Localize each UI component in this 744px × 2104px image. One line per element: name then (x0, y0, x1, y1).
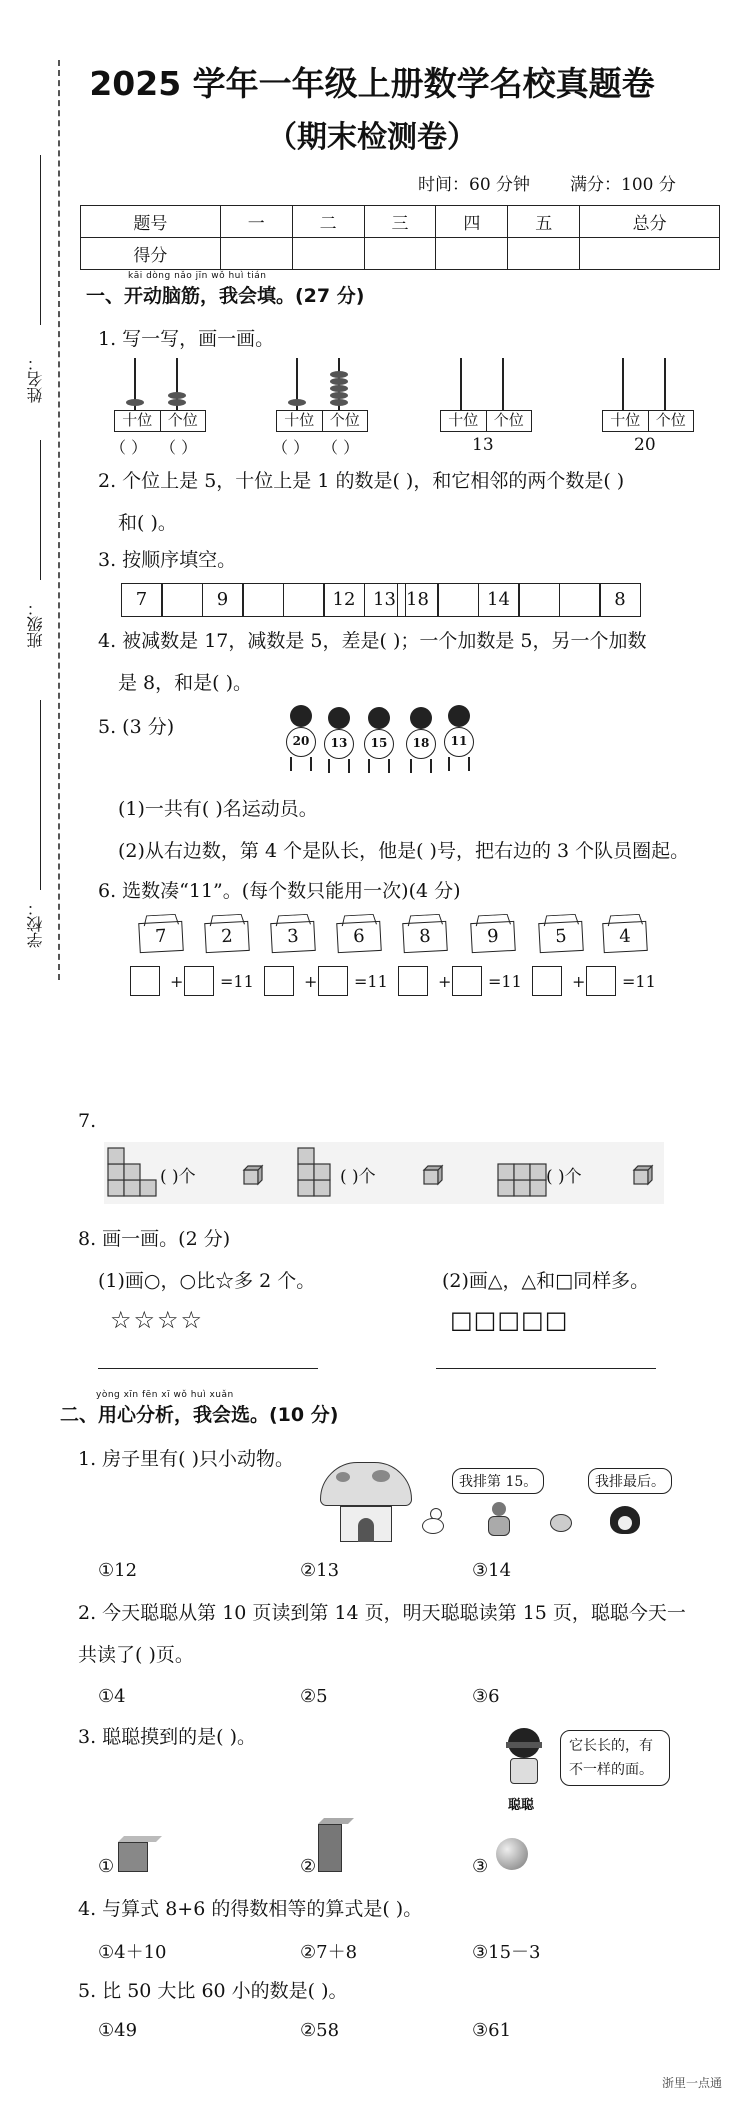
ones-label: 个位 (493, 411, 524, 429)
number-card: 4 (602, 921, 648, 953)
speech-bubble: 我排最后。 (588, 1468, 672, 1494)
cube-shape-icon (118, 1836, 156, 1872)
score-row-label: 得分 (81, 238, 221, 270)
score-cell[interactable] (508, 238, 580, 270)
duck-image (422, 1508, 446, 1538)
q7-text: 7. (78, 1110, 97, 1132)
answer-paren: （ ） (160, 438, 198, 457)
sequence-cell[interactable] (242, 583, 284, 617)
option[interactable]: ③ (472, 1856, 489, 1877)
answer-paren: （ ） (110, 438, 148, 457)
abacus-row (110, 358, 714, 468)
score-table (80, 205, 720, 270)
player: 20 (286, 705, 316, 771)
option[interactable]: ②58 (300, 2020, 340, 2041)
q8-sub1: (1)画○，○比☆多 2 个。 (98, 1270, 316, 1292)
exam-full-score: 满分：100 分 (570, 175, 676, 195)
abacus (110, 358, 206, 457)
sequence-cell: 9 (202, 583, 244, 617)
answer-paren: （ ） (322, 438, 360, 457)
score-header-cell: 四 (436, 206, 508, 238)
score-header-cell: 五 (508, 206, 580, 238)
s2-q3-text: 3. 聪聪摸到的是( )。 (78, 1726, 257, 1748)
cube-stack-icon (494, 1144, 554, 1204)
q6-text: 6. 选数凑“11”。(每个数只能用一次)(4 分) (98, 880, 461, 902)
sequence-cell[interactable] (161, 583, 203, 617)
answer-paren: （ ） (272, 438, 310, 457)
sequence-cell: 13 (364, 583, 406, 617)
hedgehog-image (610, 1506, 640, 1536)
number-card: 9 (470, 921, 516, 953)
ones-label: 个位 (167, 411, 198, 429)
s2-q2-line2: 共读了( )页。 (78, 1644, 194, 1666)
score-header-cell: 题号 (81, 206, 221, 238)
option[interactable]: ③61 (472, 2020, 512, 2041)
q8-text: 8. 画一画。(2 分) (78, 1228, 231, 1250)
sequence-cell: 8 (599, 583, 641, 617)
option[interactable]: ③15－3 (472, 1942, 541, 1963)
answer-box[interactable] (318, 966, 348, 996)
answer-box[interactable] (532, 966, 562, 996)
deer-image (486, 1502, 512, 1538)
section1-title: 一、开动脑筋，我会填。(27 分) (86, 285, 365, 307)
cube-count-blank: ( )个 (340, 1167, 376, 1187)
option[interactable]: ①49 (98, 2020, 138, 2041)
cube-count-blank: ( )个 (160, 1167, 196, 1187)
unit-cube-icon (632, 1164, 654, 1186)
sequence-row (122, 583, 406, 617)
abacus (602, 358, 694, 455)
boy-blindfold-image (498, 1728, 550, 1794)
option[interactable]: ①12 (98, 1560, 138, 1581)
player: 11 (444, 705, 474, 771)
option[interactable]: ③6 (472, 1686, 500, 1707)
q5-sub1: (1)一共有( )名运动员。 (118, 798, 318, 820)
ones-label: 个位 (655, 411, 686, 429)
option[interactable]: ①4＋10 (98, 1942, 167, 1963)
speech-bubble (560, 1730, 670, 1786)
number-card: 2 (204, 921, 250, 953)
score-header-cell: 三 (364, 206, 436, 238)
bubble-line: 它长长的，有 (569, 1738, 653, 1754)
sum-row (130, 966, 690, 1002)
sequence-cell: 14 (478, 583, 520, 617)
equals-11: =11 (622, 972, 656, 991)
name-field: 姓名： (22, 155, 42, 455)
stars: ☆☆☆☆ (110, 1306, 205, 1334)
answer-line (436, 1368, 656, 1369)
player: 13 (324, 707, 354, 773)
elephant-image (548, 1512, 574, 1536)
plus-sign: + (170, 972, 184, 991)
number-card: 8 (402, 921, 448, 953)
number-card: 5 (538, 921, 584, 953)
cube-stack-icon (104, 1144, 164, 1204)
plus-sign: + (438, 972, 452, 991)
sequence-cell[interactable] (283, 583, 325, 617)
sequence-cell[interactable] (437, 583, 479, 617)
player: 18 (406, 707, 436, 773)
option[interactable]: ① (98, 1856, 115, 1877)
number-card: 6 (336, 921, 382, 953)
answer-box[interactable] (184, 966, 214, 996)
score-cell[interactable] (292, 238, 364, 270)
q2-line1: 2. 个位上是 5，十位上是 1 的数是( )，和它相邻的两个数是( ) (98, 470, 625, 492)
watermark: 浙里一点通 (662, 2076, 723, 2090)
sphere-shape-icon (496, 1838, 528, 1870)
plus-sign: + (572, 972, 586, 991)
option[interactable]: ②5 (300, 1686, 328, 1707)
unit-cube-icon (422, 1164, 444, 1186)
answer-box[interactable] (586, 966, 616, 996)
number-card: 7 (138, 921, 184, 953)
option[interactable]: ③14 (472, 1560, 512, 1581)
page-title: 2025 学年一年级上册数学名校真题卷 (89, 64, 655, 103)
exam-time: 时间：60 分钟 (418, 175, 531, 195)
score-cell[interactable] (220, 238, 292, 270)
class-field: 班级： (22, 440, 42, 700)
s2-q5-text: 5. 比 50 大比 60 小的数是( )。 (78, 1980, 348, 2002)
equals-11: =11 (220, 972, 254, 991)
answer-box[interactable] (130, 966, 160, 996)
score-cell[interactable] (364, 238, 436, 270)
abacus (440, 358, 532, 455)
section1-pinyin: kāi dòng nǎo jīn wǒ huì tián (128, 271, 267, 281)
option[interactable]: ②13 (300, 1560, 340, 1581)
sequence-cell[interactable] (518, 583, 560, 617)
school-field: 学校： (22, 700, 42, 960)
abacus-number: 13 (472, 435, 494, 455)
cube-count-blank: ( )个 (546, 1167, 582, 1187)
q3-text: 3. 按顺序填空。 (98, 549, 237, 571)
score-cell[interactable] (580, 238, 720, 270)
score-cell[interactable] (436, 238, 508, 270)
option[interactable]: ② (300, 1856, 317, 1877)
q4-line1: 4. 被减数是 17，减数是 5，差是( )；一个加数是 5，另一个加数 (98, 630, 647, 652)
score-header-cell: 一 (220, 206, 292, 238)
player: 15 (364, 707, 394, 773)
answer-box[interactable] (398, 966, 428, 996)
speech-bubble: 我排第 15。 (452, 1468, 544, 1494)
cubes-figure (104, 1142, 664, 1204)
q1-text: 1. 写一写，画一画。 (98, 328, 275, 350)
sequence-cell: 18 (397, 583, 439, 617)
number-card: 3 (270, 921, 316, 953)
section2-title: 二、用心分析，我会选。(10 分) (60, 1404, 339, 1426)
plus-sign: + (304, 972, 318, 991)
equals-11: =11 (488, 972, 522, 991)
q5-text: 5. (3 分) (98, 716, 175, 738)
option[interactable]: ②7＋8 (300, 1942, 358, 1963)
bubble-line: 不一样的面。 (569, 1762, 653, 1778)
q8-sub2: (2)画△，△和□同样多。 (442, 1270, 650, 1292)
tens-label: 十位 (441, 411, 487, 431)
sequence-row (398, 583, 641, 617)
sequence-cell: 7 (121, 583, 163, 617)
score-header-cell: 二 (292, 206, 364, 238)
boy-name: 聪聪 (508, 1798, 535, 1813)
tens-label: 十位 (277, 411, 323, 431)
sequence-cell: 12 (323, 583, 365, 617)
sequence-cell[interactable] (559, 583, 601, 617)
abacus-number: 20 (634, 435, 656, 455)
answer-box[interactable] (452, 966, 482, 996)
ones-label: 个位 (329, 411, 360, 429)
players-image (282, 705, 482, 785)
unit-cube-icon (242, 1164, 264, 1186)
q2-line2: 和( )。 (118, 512, 177, 534)
s2-q1-text: 1. 房子里有( )只小动物。 (78, 1448, 295, 1470)
equals-11: =11 (354, 972, 388, 991)
score-header-cell: 总分 (580, 206, 720, 238)
binding-line (58, 60, 60, 980)
mushroom-house-image (316, 1462, 416, 1544)
q4-line2: 是 8，和是( )。 (118, 672, 252, 694)
answer-box[interactable] (264, 966, 294, 996)
squares: □□□□□ (450, 1306, 569, 1334)
section2-pinyin: yòng xīn fēn xī wǒ huì xuǎn (96, 1390, 234, 1400)
tens-label: 十位 (115, 411, 161, 431)
tens-label: 十位 (603, 411, 649, 431)
cuboid-shape-icon (318, 1818, 348, 1872)
abacus (272, 358, 368, 457)
s2-q4-text: 4. 与算式 8+6 的得数相等的算式是( )。 (78, 1898, 423, 1920)
s2-q2-line1: 2. 今天聪聪从第 10 页读到第 14 页，明天聪聪读第 15 页，聪聪今天一 (78, 1602, 686, 1624)
q5-sub2: (2)从右边数，第 4 个是队长，他是( )号，把右边的 3 个队员圈起。 (118, 840, 690, 862)
answer-line (98, 1368, 318, 1369)
page-subtitle: （期末检测卷） (267, 120, 477, 155)
option[interactable]: ①4 (98, 1686, 126, 1707)
